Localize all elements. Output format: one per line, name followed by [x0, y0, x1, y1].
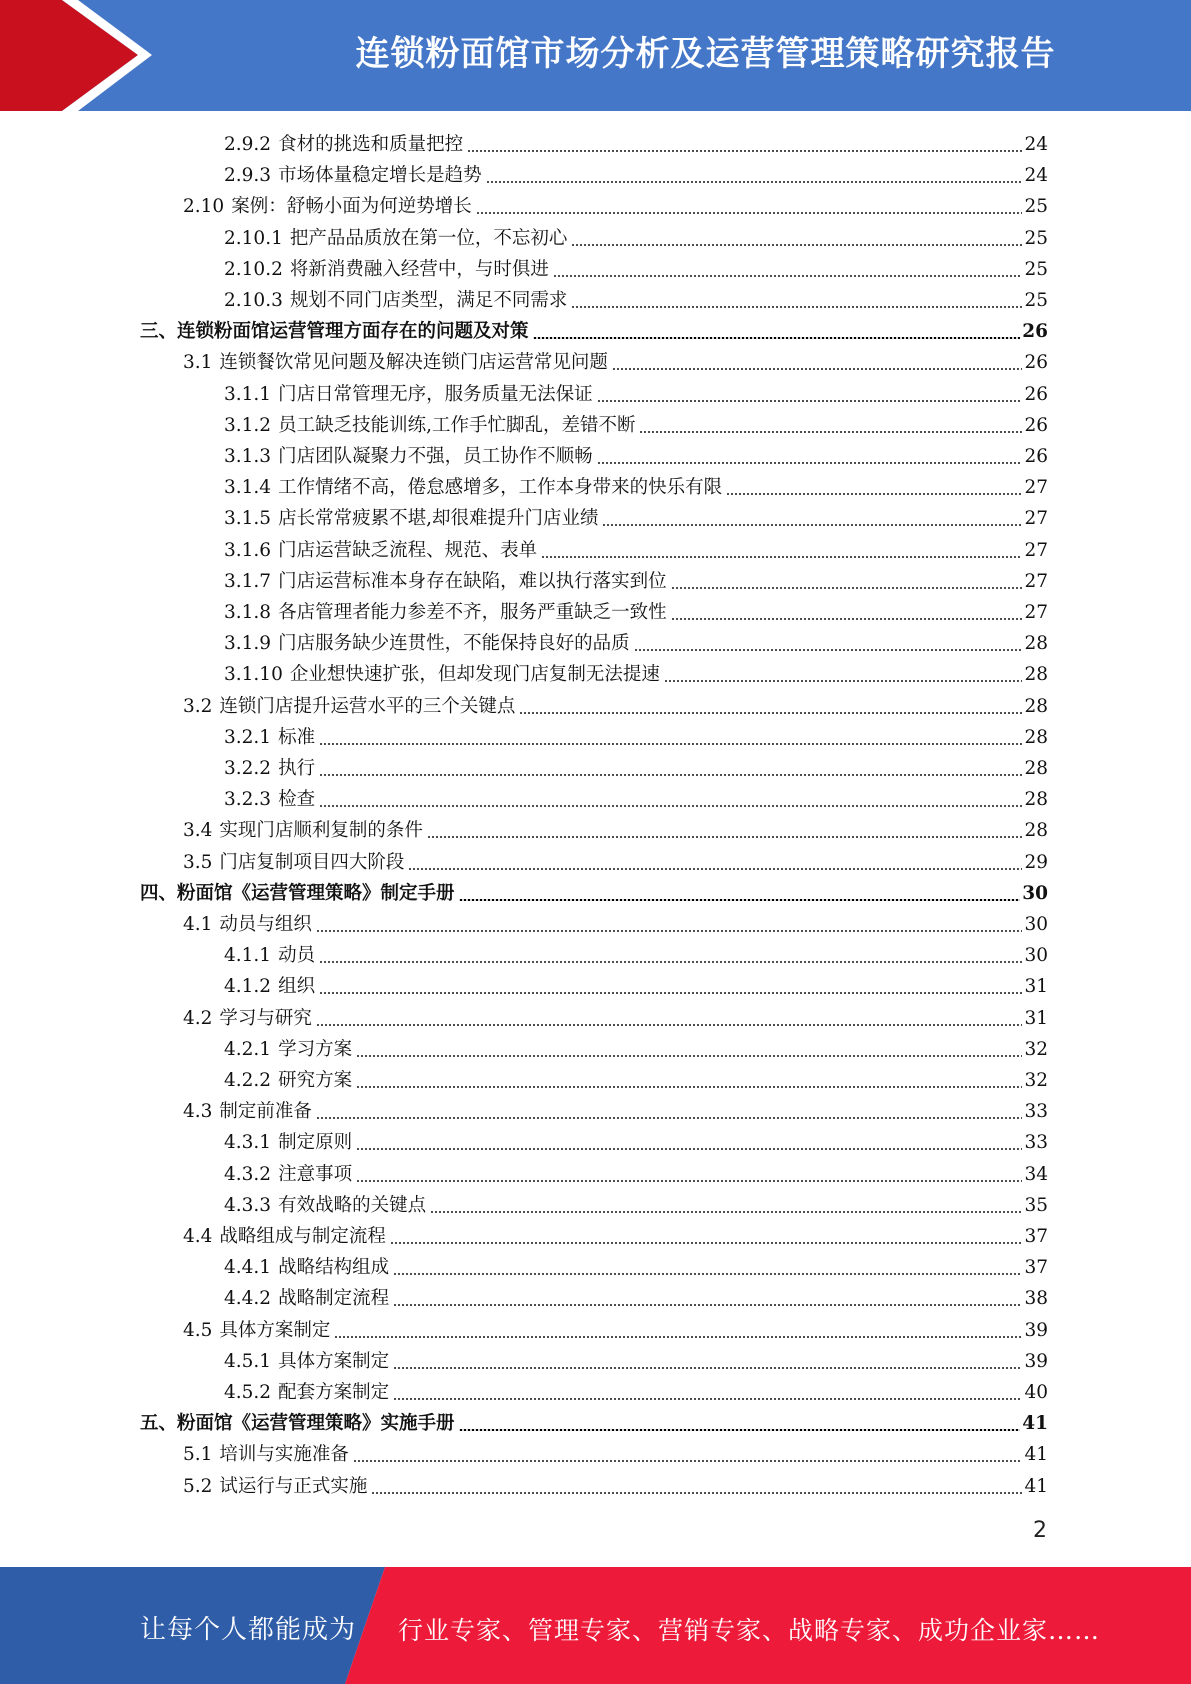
- toc-dot-leader: [459, 899, 1021, 901]
- toc-entry[interactable]: [224, 938, 1048, 969]
- toc-entry-page: 26: [1022, 321, 1048, 343]
- toc-dot-leader: [390, 1242, 1023, 1244]
- toc-entry-title: 制定原则: [278, 1132, 353, 1154]
- toc-entry-page: 39: [1024, 1319, 1048, 1341]
- toc-entry-page: 31: [1024, 1007, 1048, 1029]
- toc-entry-title: 粉面馆《运营管理策略》实施手册: [177, 1413, 455, 1435]
- toc-entry-number: 4.4.1: [224, 1257, 272, 1279]
- toc-entry[interactable]: [183, 1219, 1048, 1250]
- toc-entry[interactable]: [224, 408, 1048, 439]
- toc-entry[interactable]: [224, 439, 1048, 470]
- toc-entry-number: 3.1.5: [224, 508, 272, 530]
- toc-entry-number: 4.2.2: [224, 1070, 272, 1091]
- toc-entry-title: 组织: [278, 976, 316, 998]
- toc-dot-leader: [319, 743, 1022, 745]
- toc-entry-number: 4.3.3: [224, 1194, 272, 1216]
- toc-entry-page: 28: [1024, 726, 1048, 748]
- toc-entry-page: 27: [1024, 508, 1048, 530]
- toc-entry-page: 34: [1024, 1163, 1048, 1185]
- toc-entry-page: 33: [1024, 1132, 1048, 1154]
- toc-entry-title: 动员: [278, 945, 316, 967]
- toc-entry-title: 门店复制项目四大阶段: [219, 851, 405, 873]
- toc-entry-page: 30: [1022, 882, 1048, 904]
- toc-entry-number: 4.5.2: [224, 1382, 272, 1403]
- toc-entry-title: 门店服务缺少连贯性，不能保持良好的品质: [278, 633, 630, 655]
- toc-dot-leader: [371, 1492, 1022, 1494]
- toc-entry-number: 4.3: [183, 1101, 213, 1123]
- toc-entry-title: 执行: [278, 758, 316, 779]
- toc-entry-page: 26: [1024, 352, 1048, 374]
- toc-entry-title: 工作情绪不高，倦怠感增多，工作本身带来的快乐有限: [278, 477, 723, 499]
- toc-entry-title: 粉面馆《运营管理策略》制定手册: [177, 882, 455, 904]
- toc-entry[interactable]: [224, 595, 1048, 626]
- toc-entry-title: 连锁门店提升运营水平的三个关键点: [219, 695, 516, 717]
- toc-dot-leader: [519, 712, 1022, 714]
- document-title: 连锁粉面馆市场分析及运营管理策略研究报告: [355, 34, 1056, 74]
- toc-dot-leader: [467, 150, 1022, 152]
- toc-dot-leader: [634, 649, 1023, 651]
- toc-entry-title: 战略组成与制定流程: [219, 1226, 386, 1247]
- toc-entry-title: 员工缺乏技能训练,工作手忙脚乱，差错不断: [278, 414, 636, 436]
- toc-entry-title: 店长常常疲累不堪,却很难提升门店业绩: [278, 508, 599, 530]
- toc-entry[interactable]: [183, 845, 1048, 876]
- toc-dot-leader: [316, 930, 1023, 932]
- toc-entry-number: 4.4: [183, 1226, 213, 1247]
- toc-dot-leader: [393, 1304, 1022, 1306]
- toc-entry-page: 28: [1024, 633, 1048, 655]
- toc-entry[interactable]: [183, 345, 1048, 376]
- toc-entry-number: 3.1.2: [224, 414, 272, 436]
- toc-entry-page: 27: [1024, 477, 1048, 499]
- toc-entry-page: 24: [1024, 134, 1048, 155]
- toc-entry-number: 2.10.3: [224, 290, 283, 311]
- toc-entry-page: 27: [1024, 539, 1048, 561]
- toc-dot-leader: [393, 1367, 1022, 1369]
- toc-dot-leader: [486, 181, 1023, 183]
- toc-entry-title: 有效战略的关键点: [278, 1194, 427, 1216]
- toc-entry-number: 4.3.2: [224, 1163, 272, 1185]
- toc-dot-leader: [553, 275, 1023, 277]
- toc-entry-number: 4.3.1: [224, 1132, 272, 1154]
- toc-entry-number: 3.1: [183, 352, 213, 374]
- toc-entry-page: 37: [1024, 1257, 1048, 1279]
- toc-entry[interactable]: [183, 189, 1048, 220]
- toc-entry-page: 38: [1024, 1288, 1048, 1310]
- toc-entry-title: 学习方案: [278, 1038, 353, 1060]
- toc-entry-page: 37: [1024, 1226, 1048, 1247]
- toc-entry-title: 市场体量稳定增长是趋势: [278, 165, 482, 187]
- toc-entry-page: 41: [1022, 1413, 1048, 1435]
- toc-entry-title: 连锁粉面馆运营管理方面存在的问题及对策: [177, 321, 529, 343]
- toc-entry-number: 2.10: [183, 196, 225, 218]
- toc-entry-page: 26: [1024, 446, 1048, 467]
- toc-entry-number: 4.5.1: [224, 1350, 272, 1372]
- toc-entry-title: 连锁餐饮常见问题及解决连锁门店运营常见问题: [219, 352, 608, 374]
- toc-entry-title: 注意事项: [278, 1163, 353, 1185]
- toc-entry-number: 3.4: [183, 820, 213, 842]
- toc-entry-page: 39: [1024, 1350, 1048, 1372]
- toc-entry[interactable]: [224, 221, 1048, 252]
- toc-dot-leader: [533, 337, 1021, 339]
- toc-dot-leader: [316, 1024, 1023, 1026]
- toc-entry-title: 动员与组织: [219, 914, 312, 935]
- toc-entry-number: 2.10.2: [224, 258, 283, 280]
- toc-entry-title: 实现门店顺利复制的条件: [219, 820, 423, 842]
- toc-entry-number: 4.1.2: [224, 976, 272, 998]
- toc-entry[interactable]: [224, 377, 1048, 408]
- footer-slogan-right: 行业专家、管理专家、营销专家、战略专家、成功企业家……: [398, 1616, 1101, 1645]
- toc-entry[interactable]: [224, 1157, 1048, 1188]
- header-banner: [0, 0, 1191, 111]
- toc-entry-page: 27: [1024, 570, 1048, 592]
- toc-entry-title: 门店运营标准本身存在缺陷，难以执行落实到位: [278, 570, 667, 592]
- toc-dot-leader: [393, 1398, 1022, 1400]
- toc-dot-leader: [459, 1429, 1021, 1431]
- toc-entry-page: 30: [1024, 914, 1048, 935]
- toc-entry-title: 门店日常管理无序，服务质量无法保证: [278, 383, 593, 405]
- toc-dot-leader: [597, 462, 1023, 464]
- toc-entry[interactable]: [224, 501, 1048, 532]
- toc-entry-page: 25: [1024, 258, 1048, 280]
- toc-entry-number: 3.1.4: [224, 477, 272, 499]
- toc-entry-page: 30: [1024, 945, 1048, 967]
- toc-entry-page: 26: [1024, 414, 1048, 436]
- toc-entry-page: 41: [1024, 1475, 1048, 1497]
- toc-entry[interactable]: [183, 813, 1048, 844]
- toc-entry-number: 3.2.3: [224, 789, 272, 811]
- toc-entry-page: 26: [1024, 383, 1048, 405]
- toc-entry[interactable]: [183, 907, 1048, 938]
- toc-entry-page: 25: [1024, 290, 1048, 311]
- toc-entry[interactable]: [224, 782, 1048, 813]
- page-number: 2: [1033, 1518, 1047, 1543]
- toc-entry-page: 28: [1024, 758, 1048, 779]
- toc-entry-number: 4.5: [183, 1319, 213, 1341]
- toc-dot-leader: [671, 618, 1023, 620]
- toc-entry-number: 4.1: [183, 914, 213, 935]
- toc-entry-page: 40: [1024, 1382, 1048, 1403]
- toc-dot-leader: [597, 400, 1023, 402]
- toc-entry-title: 战略制定流程: [278, 1288, 390, 1310]
- toc-entry-page: 25: [1024, 196, 1048, 218]
- toc-dot-leader: [356, 1055, 1022, 1057]
- toc-dot-leader: [353, 1460, 1023, 1462]
- toc-entry[interactable]: [224, 1250, 1048, 1281]
- toc-entry-title: 配套方案制定: [278, 1382, 390, 1403]
- toc-entry-page: 29: [1024, 851, 1048, 873]
- toc-entry-title: 企业想快速扩张，但却发现门店复制无法提速: [289, 664, 660, 686]
- toc-entry[interactable]: [224, 969, 1048, 1000]
- toc-entry[interactable]: [224, 1125, 1048, 1156]
- toc-entry-title: 具体方案制定: [278, 1350, 390, 1372]
- toc-entry[interactable]: [224, 564, 1048, 595]
- toc-entry[interactable]: [183, 1001, 1048, 1032]
- toc-dot-leader: [671, 587, 1023, 589]
- toc-entry-page: 25: [1024, 227, 1048, 249]
- toc-entry-title: 食材的挑选和质量把控: [278, 134, 464, 155]
- toc-entry-title: 标准: [278, 726, 316, 748]
- toc-dot-leader: [408, 868, 1022, 870]
- toc-entry-number: 3.1.3: [224, 446, 272, 467]
- toc-entry[interactable]: [140, 1406, 1048, 1437]
- toc-entry[interactable]: [224, 1188, 1048, 1219]
- toc-entry-title: 门店团队凝聚力不强，员工协作不顺畅: [278, 446, 593, 467]
- toc-entry[interactable]: [183, 1437, 1048, 1468]
- toc-dot-leader: [476, 212, 1023, 214]
- toc-entry[interactable]: [224, 1375, 1048, 1406]
- toc-dot-leader: [571, 244, 1022, 246]
- toc-entry[interactable]: [140, 876, 1048, 907]
- toc-entry[interactable]: [224, 1281, 1048, 1312]
- toc-entry[interactable]: [183, 1313, 1048, 1344]
- toc-entry-title: 将新消费融入经营中，与时俱进: [289, 258, 549, 280]
- toc-dot-leader: [319, 774, 1022, 776]
- toc-entry-page: 28: [1024, 695, 1048, 717]
- toc-entry-number: 5.2: [183, 1475, 213, 1497]
- toc-entry[interactable]: [183, 1094, 1048, 1125]
- toc-entry-number: 四、: [140, 882, 178, 904]
- toc-entry-number: 4.4.2: [224, 1288, 272, 1310]
- toc-entry-number: 2.9.3: [224, 165, 272, 187]
- toc-entry-page: 28: [1024, 664, 1048, 686]
- toc-entry-page: 28: [1024, 789, 1048, 811]
- toc-entry-number: 3.5: [183, 851, 213, 873]
- toc-entry-title: 培训与实施准备: [219, 1444, 349, 1466]
- toc-entry-number: 2.10.1: [224, 227, 283, 249]
- toc-entry-number: 4.2.1: [224, 1038, 272, 1060]
- toc-dot-leader: [316, 1117, 1023, 1119]
- toc-entry-title: 具体方案制定: [219, 1319, 331, 1341]
- toc-entry-number: 3.1.7: [224, 570, 272, 592]
- toc-entry[interactable]: [224, 470, 1048, 501]
- toc-entry-title: 案例：舒畅小面为何逆势增长: [231, 196, 472, 218]
- toc-entry-page: 24: [1024, 165, 1048, 187]
- toc-dot-leader: [356, 1148, 1022, 1150]
- toc-entry-number: 3.1.9: [224, 633, 272, 655]
- toc-entry[interactable]: [224, 720, 1048, 751]
- toc-entry-number: 3.2: [183, 695, 213, 717]
- toc-entry-title: 试运行与正式实施: [219, 1475, 368, 1497]
- toc-entry[interactable]: [224, 626, 1048, 657]
- toc-entry[interactable]: [224, 657, 1048, 688]
- footer-banner: [0, 1567, 1191, 1684]
- toc-entry-number: 3.2.2: [224, 758, 272, 779]
- toc-dot-leader: [427, 836, 1023, 838]
- toc-entry-title: 规划不同门店类型，满足不同需求: [289, 290, 568, 311]
- toc-dot-leader: [612, 368, 1023, 370]
- footer-slogan-left: 让每个人都能成为: [140, 1615, 357, 1645]
- toc-entry-number: 4.2: [183, 1007, 213, 1029]
- toc-dot-leader: [639, 431, 1022, 433]
- toc-entry[interactable]: [140, 314, 1048, 345]
- toc-entry-number: 3.1.10: [224, 664, 283, 686]
- toc-entry-number: 3.1.1: [224, 383, 272, 405]
- toc-entry[interactable]: [183, 689, 1048, 720]
- toc-entry-number: 3.2.1: [224, 726, 272, 748]
- toc-dot-leader: [430, 1211, 1022, 1213]
- toc-entry-page: 27: [1024, 602, 1048, 623]
- toc-entry-number: 3.1.8: [224, 602, 272, 623]
- toc-dot-leader: [726, 493, 1022, 495]
- toc-entry[interactable]: [224, 127, 1048, 158]
- toc-dot-leader: [602, 524, 1022, 526]
- toc-entry-number: 2.9.2: [224, 134, 272, 155]
- toc-entry-page: 41: [1024, 1444, 1048, 1466]
- toc-entry[interactable]: [224, 751, 1048, 782]
- toc-entry[interactable]: [224, 158, 1048, 189]
- toc-entry-number: 五、: [140, 1413, 178, 1435]
- toc-entry-title: 各店管理者能力参差不齐，服务严重缺乏一致性: [278, 602, 667, 623]
- toc-dot-leader: [356, 1180, 1022, 1182]
- toc-entry-page: 35: [1024, 1194, 1048, 1216]
- toc-entry-title: 学习与研究: [219, 1007, 312, 1029]
- toc-entry-page: 31: [1024, 976, 1048, 998]
- toc-dot-leader: [319, 805, 1022, 807]
- toc-entry[interactable]: [224, 283, 1048, 314]
- toc-entry-title: 门店运营缺乏流程、规范、表单: [278, 539, 538, 561]
- toc-entry-number: 三、: [140, 321, 178, 343]
- toc-entry[interactable]: [183, 1469, 1048, 1500]
- toc-entry-page: 28: [1024, 820, 1048, 842]
- toc-entry-title: 研究方案: [278, 1070, 353, 1091]
- toc-dot-leader: [319, 992, 1022, 994]
- toc-entry-number: 5.1: [183, 1444, 213, 1466]
- toc-dot-leader: [319, 961, 1022, 963]
- toc-dot-leader: [541, 556, 1022, 558]
- toc-dot-leader: [571, 306, 1022, 308]
- toc-entry-title: 制定前准备: [219, 1101, 312, 1123]
- toc-entry-page: 32: [1024, 1070, 1048, 1091]
- toc-entry-page: 32: [1024, 1038, 1048, 1060]
- toc-entry-number: 3.1.6: [224, 539, 272, 561]
- toc-dot-leader: [334, 1336, 1022, 1338]
- toc-entry-title: 战略结构组成: [278, 1257, 390, 1279]
- toc-entry[interactable]: [224, 533, 1048, 564]
- toc-entry-number: 4.1.1: [224, 945, 272, 967]
- toc-dot-leader: [393, 1273, 1022, 1275]
- toc-entry[interactable]: [224, 252, 1048, 283]
- toc-entry[interactable]: [224, 1344, 1048, 1375]
- toc-entry[interactable]: [224, 1032, 1048, 1063]
- toc-entry-title: 把产品品质放在第一位，不忘初心: [289, 227, 568, 249]
- toc-entry-title: 检查: [278, 789, 316, 811]
- toc-entry[interactable]: [224, 1063, 1048, 1094]
- toc-dot-leader: [356, 1086, 1022, 1088]
- toc-dot-leader: [664, 680, 1023, 682]
- toc-entry-page: 33: [1024, 1101, 1048, 1123]
